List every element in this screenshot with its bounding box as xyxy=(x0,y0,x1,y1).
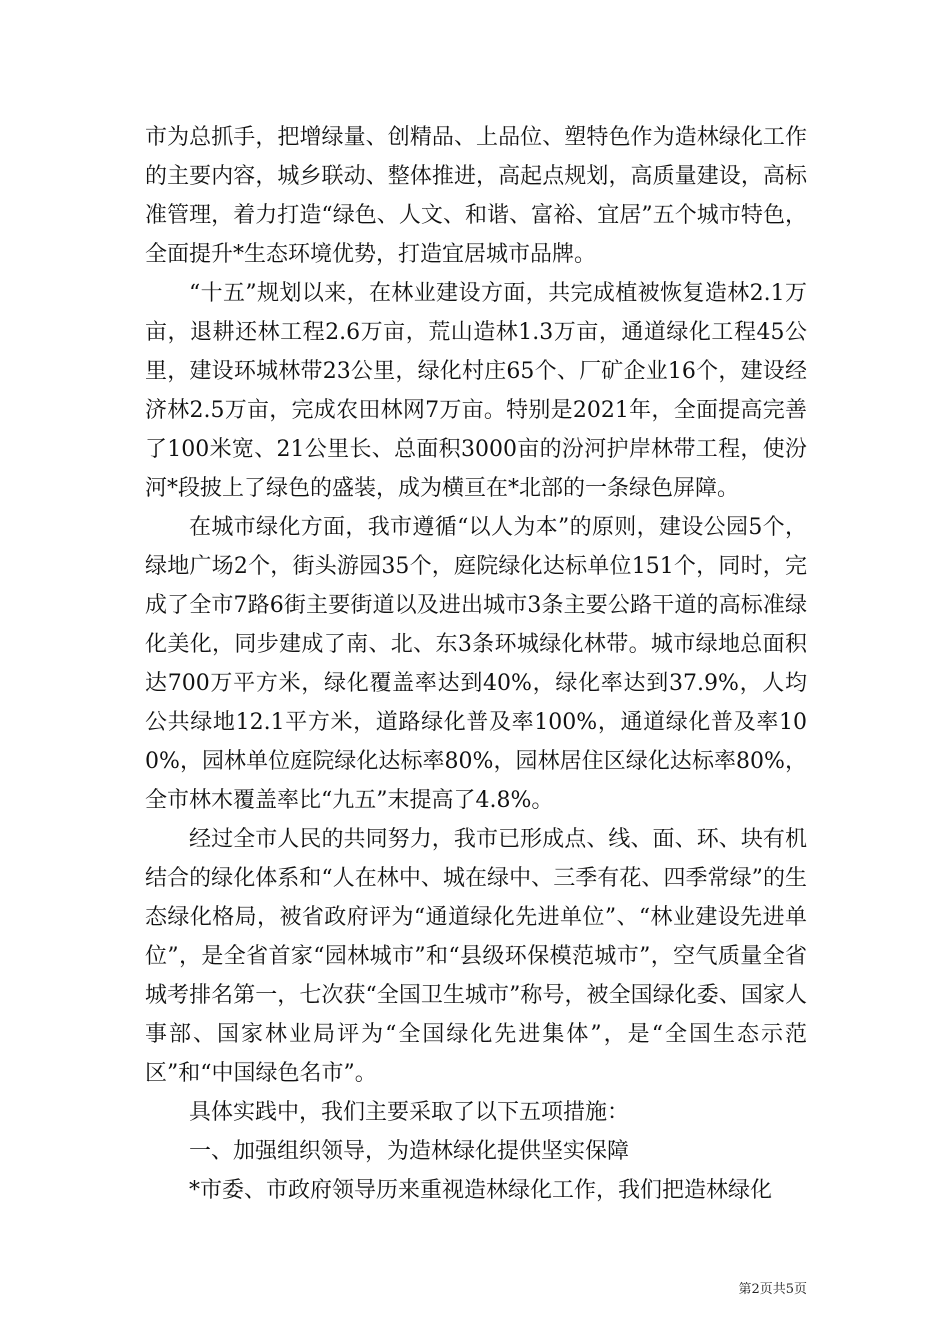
paragraph-section-1: *市委、市政府领导历来重视造林绿化工作，我们把造林绿化 xyxy=(189,1178,773,1203)
section-heading-1: 一、加强组织领导，为造林绿化提供坚实保障 xyxy=(189,1139,630,1164)
paragraph-forestry: “十五”规划以来，在林业建设方面，共完成植被恢复造林2.1万亩，退耕还林工程2.6万亩，荒山造林1.3万亩，通道绿化工程45公里，建设环城林带23公里，绿化村庄65个、厂矿企业16个，建设经济林2.5万亩，完成农田林网7万亩。特别是2021年，全面提高完善了100米宽、21公里长、总面积3000亩的汾河护岸林带工程，使汾河*段披上了绿色的盛装，成为横亘在*北部的一条绿色屏障。 xyxy=(145,281,807,501)
paragraph-measures-intro: 具体实践中，我们主要采取了以下五项措施： xyxy=(189,1100,630,1125)
document-body xyxy=(145,118,807,1210)
page-number: 第2页共5页 xyxy=(738,1282,807,1297)
paragraph-continued: 市为总抓手，把增绿量、创精品、上品位、塑特色作为造林绿化工作的主要内容，城乡联动、整体推进，高起点规划，高质量建设，高标准管理，着力打造“绿色、人文、和谐、富裕、宜居”五个城市特色，全面提升*生态环境优势，打造宜居城市品牌。 xyxy=(145,125,807,267)
paragraph-achievements: 经过全市人民的共同努力，我市已形成点、线、面、环、块有机结合的绿化体系和“人在林中、城在绿中、三季有花、四季常绿”的生态绿化格局，被省政府评为“通道绿化先进单位”、“林业建设先进单位”，是全省首家“园林城市”和“县级环保模范城市”，空气质量全省城考排名第一，七次获“全国卫生城市”称号，被全国绿化委、国家人事部、国家林业局评为“全国绿化先进集体”，是“全国生态示范区”和“中国绿色名市”。 xyxy=(145,827,807,1086)
paragraph-urban-greening: 在城市绿化方面，我市遵循“以人为本”的原则，建设公园5个，绿地广场2个，街头游园35个，庭院绿化达标单位151个，同时，完成了全市7路6街主要街道以及进出城市3条主要公路干道的高标准绿化美化，同步建成了南、北、东3条环城绿化林带。城市绿地总面积达700万平方米，绿化覆盖率达到40%，绿化率达到37.9%，人均公共绿地12.1平方米，道路绿化普及率100%，通道绿化普及率100%，园林单位庭院绿化达标率80%，园林居住区绿化达标率80%，全市林木覆盖率比“九五”末提高了4.8%。 xyxy=(145,515,807,813)
